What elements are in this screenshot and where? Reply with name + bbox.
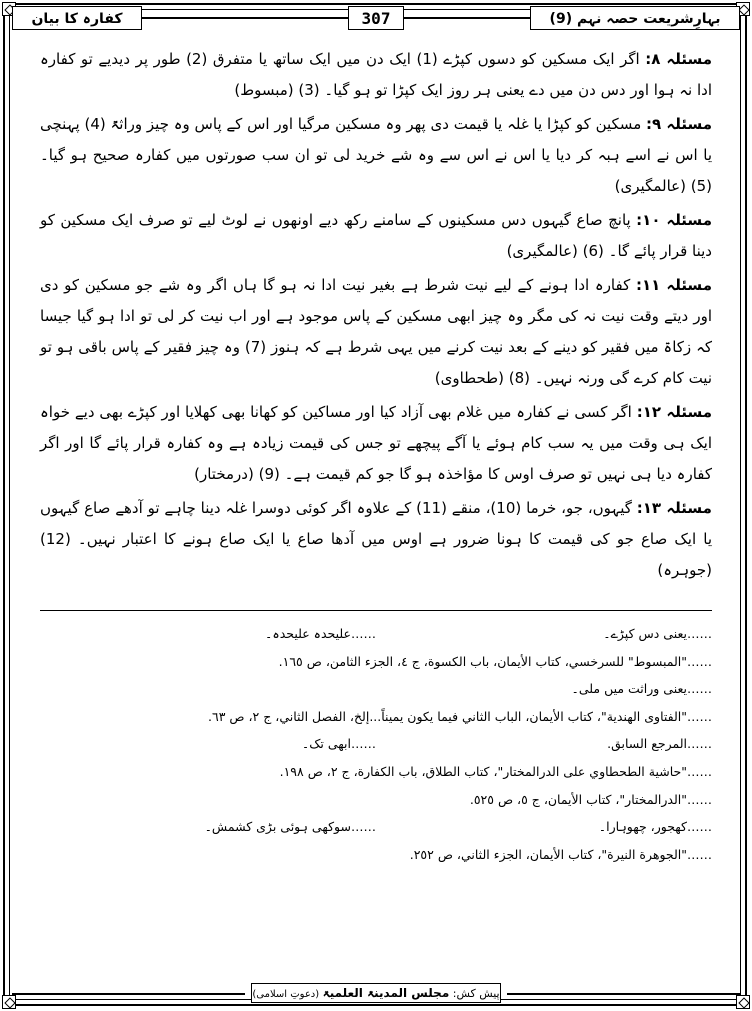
masala-label: مسئلہ ۸:	[645, 50, 712, 68]
masala-label: مسئلہ ۹:	[646, 115, 712, 133]
footnote-8: ……"حاشية الطحطاوي على الدرالمختار"، كتاب الطلاق، باب الكفارة، ج ٢، ص ١٩٨.	[279, 763, 712, 779]
footnote-3: ……"المبسوط" للسرخسي، كتاب الأيمان، باب الكسوة، ج ٤، الجزء الثامن، ص ١٦٥.	[278, 653, 712, 669]
masala-text: مسکین کو کپڑا یا غلہ یا قیمت دی پھر وہ مسکین مرگیا اور اس کے پاس وہ چیز وراثۃً (4) پہنچی یا اس نے اسے ہبہ کر دیا یا اس نے اس سے وہ شے خرید لی تو ان سب صورتوں میں کفارہ صحیح ہو گیا۔ (5) (عالمگیری)	[40, 115, 712, 195]
footer-rule	[507, 993, 740, 995]
footnote-10: ……کھجور، چھوہارا۔	[598, 819, 712, 835]
masala-text: پانچ صاع گیہوں دس مسکینوں کے سامنے رکھ دیے اونھوں نے لوٹ لیے تو صرف ایک مسکین کو دینا قرار پائے گا۔ (6) (عالمگیری)	[40, 211, 712, 260]
footnote-1: ……یعنی دس کپڑے۔	[603, 626, 712, 641]
section-title: کفارہ کا بیان	[12, 6, 142, 30]
publisher-box	[251, 983, 501, 1003]
masala-9	[40, 109, 712, 202]
masala-label: مسئلہ ۱۳:	[636, 499, 712, 517]
footnote-separator	[40, 610, 712, 611]
footnote-6: ……المرجع السابق.	[607, 736, 712, 752]
footnote-7: ……ابھی تک۔	[301, 736, 376, 752]
header-rule	[404, 17, 530, 19]
publisher-note: (دعوتِ اسلامی)	[252, 989, 320, 1000]
footnote-9: ……"الدرالمختار"، كتاب الأيمان، ج ٥، ص ٥٢٥.	[469, 791, 712, 807]
masala-12	[40, 397, 712, 490]
publisher-name: مجلس المدینۃ العلمیۃ	[322, 986, 450, 1000]
masala-text: کفارہ ادا ہونے کے لیے نیت شرط ہے بغیر نیت ادا نہ ہو گا ہاں اگر وہ شے جو مسکین کو دی اور دیتے وقت نیت نہ کی مگر وہ چیز ابھی مسکین کے پاس موجود ہے اور اب نیت کر لی تو ادا ہو گیا جیسا کہ زکاۃ میں فقیر کو دینے کے بعد نیت کرنے میں یہی شرط ہے کہ ہنوز (7) وہ چیز فقیر کے پاس باقی ہو تو نیت کام کرے گی ورنہ نہیں۔ (8) (طحطاوی)	[40, 276, 713, 387]
masala-text: گیہوں، جو، خرما (10)، منقے (11) کے علاوہ اگر کوئی دوسرا غلہ دینا چاہے تو آدھے صاع گیہوں یا ایک صاع جو کی قیمت کا ہونا ضرور ہے اوس میں آدھا صاع یا ایک صاع ہونے کا اعتبار نہیں۔ (12) (جوہرہ)	[40, 499, 712, 579]
publisher-prefix: پیش کش:	[452, 987, 500, 1000]
footnotes	[40, 620, 712, 868]
footnote-11: ……سوکھی ہوئی بڑی کشمش۔	[204, 819, 376, 835]
masala-label: مسئلہ ۱۰:	[636, 211, 712, 229]
page-footer	[12, 983, 740, 1005]
masala-label: مسئلہ ۱۲:	[636, 403, 712, 421]
masala-10	[40, 205, 712, 267]
book-title: بہارِشریعت حصہ نہم (9)	[530, 6, 740, 30]
masala-13	[40, 493, 712, 586]
page-header	[12, 6, 740, 32]
masala-11	[40, 270, 712, 394]
main-text	[40, 44, 712, 589]
header-rule	[142, 17, 348, 19]
masala-8	[40, 44, 712, 106]
footnote-2: ……علیحدہ علیحدہ۔	[265, 626, 376, 641]
footnote-12: ……"الجوهرة النيرة"، كتاب الأيمان، الجزء الثاني، ص ٢٥٢.	[409, 846, 712, 862]
footnote-row	[40, 730, 712, 758]
page-number: 307	[348, 6, 404, 30]
masala-text: اگر کسی نے کفارہ میں غلام بھی آزاد کیا اور مساکین کو کھانا بھی کھلایا اور کپڑے بھی دیے خواہ ایک ہی وقت میں یہ سب کام ہوئے یا آگے پیچھے تو جس کی قیمت زیادہ ہے وہ کفارہ قرار پائے گا اور اگر کفارہ دیا ہی نہیں تو صرف اوس کا مؤاخذہ ہو گا جو کم قیمت ہے۔ (9) (درمختار)	[40, 403, 712, 483]
footer-rule	[12, 993, 245, 995]
footnote-row	[40, 620, 712, 648]
masala-text: اگر ایک مسکین کو دسوں کپڑے (1) ایک دن میں ایک ساتھ یا متفرق (2) طور پر دیدیے تو کفارہ ادا نہ ہوا اور دس دن میں دے یعنی ہر روز ایک کپڑا تو ہو گیا۔ (3) (مبسوط)	[40, 50, 712, 99]
footnote-5: ……"الفتاوى الهندية"، كتاب الأيمان، الباب الثاني فيما يكون يميناً...إلخ، الفصل الثاني، ج ٢، ص ٦٣.	[208, 708, 712, 724]
footnote-row	[40, 813, 712, 841]
masala-label: مسئلہ ۱۱:	[635, 276, 712, 294]
footnote-4: ……یعنی وراثت میں ملی۔	[571, 681, 712, 697]
